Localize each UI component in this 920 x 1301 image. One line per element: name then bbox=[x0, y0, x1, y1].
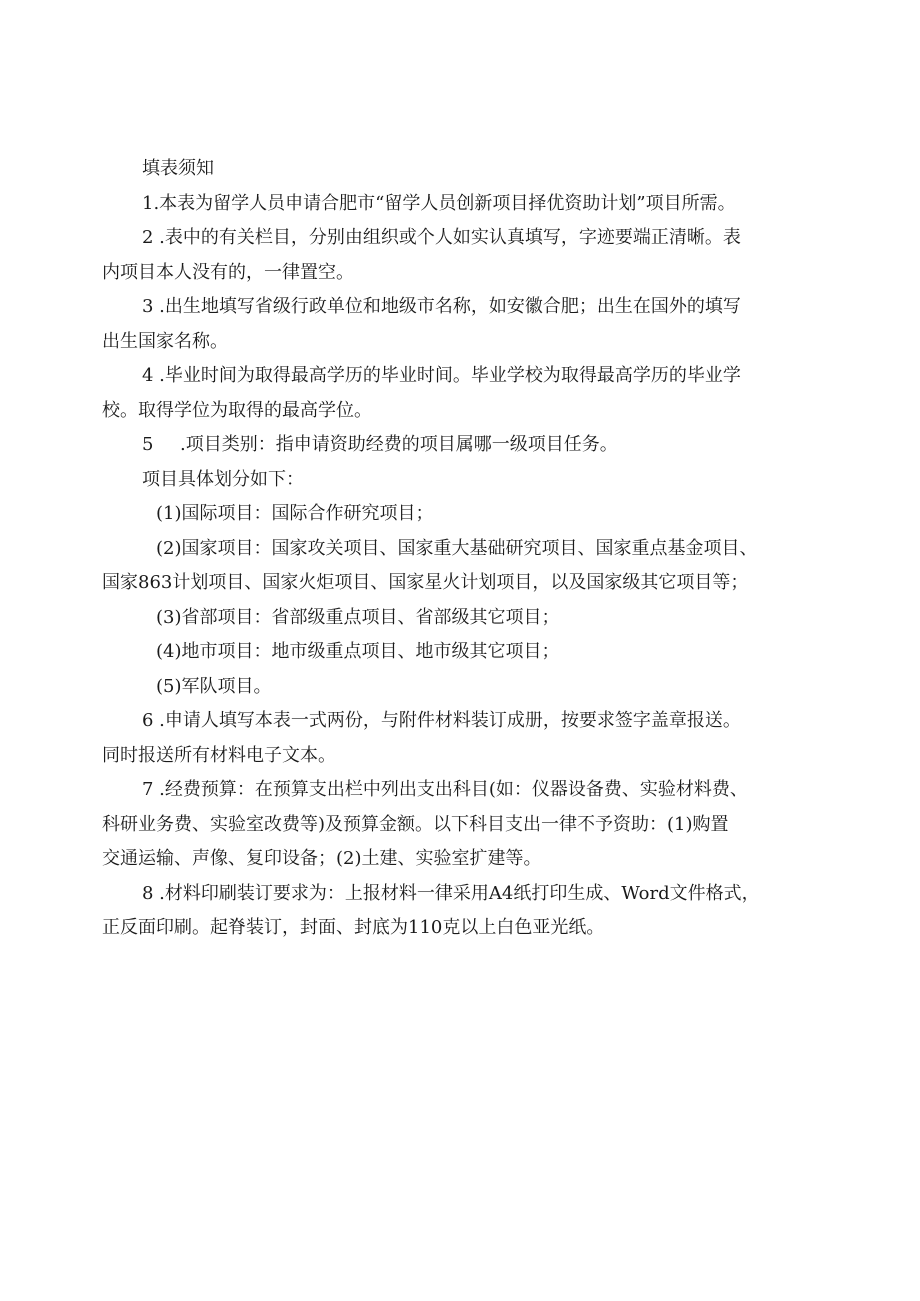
item-after-8-line-2: 正反面印刷。起脊装订，封面、封底为110克以上白色亚光纸。 bbox=[102, 917, 605, 938]
item-after-6-line-1: 6 .申请人填写本表一式两份，与附件材料装订成册，按要求签字盖章报送。 bbox=[142, 710, 741, 731]
item-5-text: .项目类别：指申请资助经费的项目属哪一级项目任务。 bbox=[180, 434, 618, 455]
item-4-line-1: 4 .毕业时间为取得最高学历的毕业时间。毕业学校为取得最高学历的毕业学 bbox=[142, 365, 741, 386]
subitem-1-line-1: (1)国际项目：国际合作研究项目； bbox=[156, 503, 434, 524]
heading: 填表须知 bbox=[142, 158, 214, 179]
item-2-line-2: 内项目本人没有的，一律置空。 bbox=[102, 261, 354, 283]
item-5-number: 5 bbox=[142, 434, 154, 455]
item-3-line-1: 3 .出生地填写省级行政单位和地级市名称，如安徽合肥；出生在国外的填写 bbox=[142, 296, 741, 317]
subitem-3-line-1: (3)省部项目：省部级重点项目、省部级其它项目； bbox=[156, 606, 560, 628]
item-2-line-1: 2 .表中的有关栏目，分别由组织或个人如实认真填写，字迹要端正清晰。表 bbox=[142, 227, 741, 248]
subitem-4-line-1: (4)地市项目：地市级重点项目、地市级其它项目； bbox=[156, 641, 560, 662]
item-after-8-line-1: 8 .材料印刷装订要求为：上报材料一律采用A4纸打印生成、Word文件格式， bbox=[142, 882, 760, 904]
subitem-5-line-1: (5)军队项目。 bbox=[156, 675, 272, 697]
subitem-2-line-2: 国家863计划项目、国家火炬项目、国家星火计划项目，以及国家级其它项目等； bbox=[102, 572, 749, 593]
item-after-7-line-2: 科研业务费、实验室改费等)及预算金额。以下科目支出一律不予资助：(1)购置 bbox=[102, 813, 729, 835]
item-1-line-1: 1.本表为留学人员申请合肥市“留学人员创新项目择优资助计划”项目所需。 bbox=[142, 192, 736, 214]
item-6-line-1: 项目具体划分如下： bbox=[142, 468, 304, 490]
instructions-body bbox=[102, 152, 826, 946]
item-5-line-1 bbox=[102, 428, 826, 463]
item-after-7-line-3: 交通运输、声像、复印设备；(2)土建、实验室扩建等。 bbox=[102, 848, 542, 869]
item-4-line-2: 校。取得学位为取得的最高学位。 bbox=[102, 399, 372, 421]
subitem-2-line-1: (2)国家项目：国家攻关项目、国家重大基础研究项目、国家重点基金项目、 bbox=[156, 537, 758, 559]
item-3-line-2: 出生国家名称。 bbox=[102, 330, 228, 352]
item-after-6-line-2: 同时报送所有材料电子文本。 bbox=[102, 744, 336, 766]
item-after-7-line-1: 7 .经费预算：在预算支出栏中列出支出科目(如：仪器设备费、实验材料费、 bbox=[142, 779, 748, 800]
